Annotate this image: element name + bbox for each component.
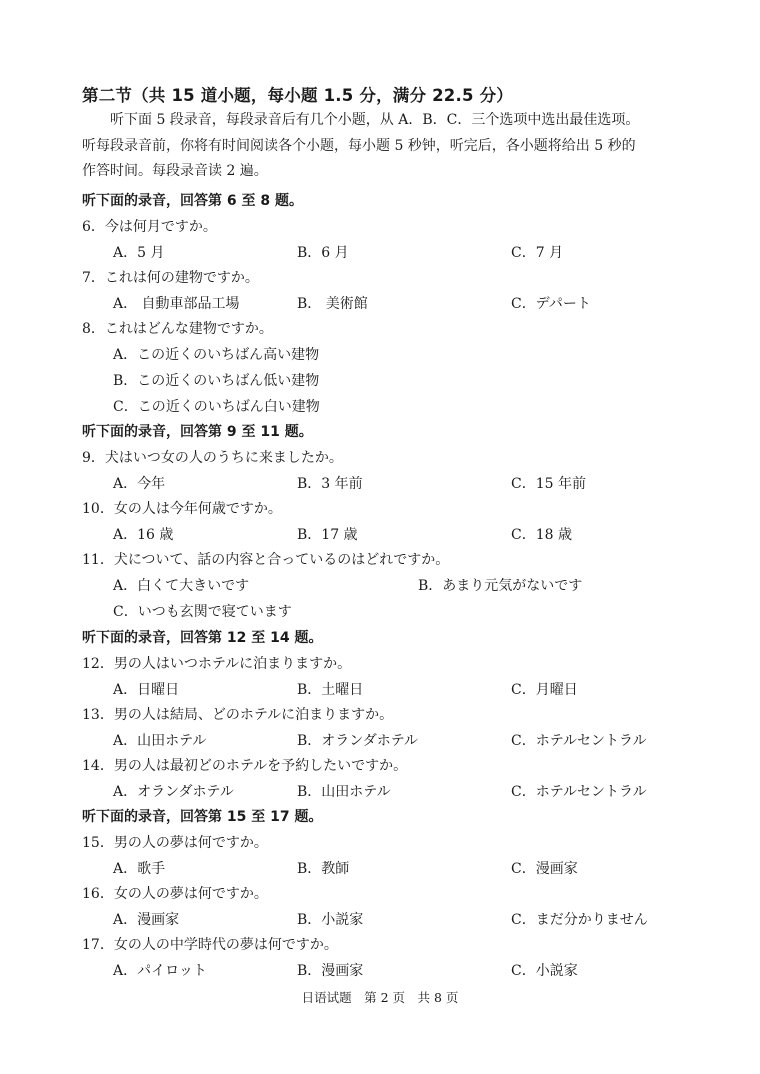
option-c: C．この近くのいちばん白い建物 [113,399,320,415]
option-a: A．歌手 [113,861,166,877]
option-a: A．5 月 [113,245,165,261]
option-c: C．漫画家 [511,861,578,877]
section-title: 第二节（共 15 道小题，每小题 1.5 分，满分 22.5 分） [82,86,513,105]
instruction-line: 听每段录音前，你将有时间阅读各个小题，每小题 5 秒钟，听完后，各小题将给出 5 秒的 [82,137,636,154]
group-heading: 听下面的录音，回答第 9 至 11 题。 [82,424,313,440]
option-a: A．16 歳 [113,527,174,543]
option-a: A．白くて大きいです [113,578,250,594]
option-b: B．17 歳 [297,527,358,543]
group-heading: 听下面的录音，回答第 12 至 14 题。 [82,630,323,646]
question-text: 6．今は何月ですか。 [82,219,217,235]
option-a: A．山田ホテル [113,733,207,749]
option-c: C．ホテルセントラル [511,733,647,749]
group-heading: 听下面的录音，回答第 15 至 17 题。 [82,809,323,825]
question-text: 13．男の人は結局、どのホテルに泊まりますか。 [82,707,394,723]
option-b: B．漫画家 [297,963,364,979]
question-text: 9．犬はいつ女の人のうちに来ましたか。 [82,450,343,466]
question-text: 12．男の人はいつホテルに泊まりますか。 [82,656,352,672]
option-b: B．小説家 [297,912,364,928]
question-text: 8．これはどんな建物ですか。 [82,321,273,337]
option-b: B．土曜日 [297,682,364,698]
option-a: A． 自動車部品工場 [113,296,240,312]
option-c: C．小説家 [511,963,578,979]
option-b: B．3 年前 [297,476,363,492]
option-c: C．ホテルセントラル [511,784,647,800]
question-text: 10．女の人は今年何歳ですか。 [82,501,282,517]
question-text: 17．女の人の中学時代の夢は何ですか。 [82,937,338,953]
question-text: 14．男の人は最初どのホテルを予約したいですか。 [82,758,408,774]
option-c: C．18 歳 [511,527,572,543]
group-heading: 听下面的录音，回答第 6 至 8 题。 [82,193,303,209]
question-text: 16．女の人の夢は何ですか。 [82,886,268,902]
option-b: B．教師 [297,861,350,877]
option-b: B．6 月 [297,245,349,261]
option-a: A．パイロット [113,963,207,979]
option-a: A．日曜日 [113,682,180,698]
page-footer: 日语试题 第 2 页 共 8 页 [301,990,459,1005]
option-b: B．山田ホテル [297,784,391,800]
option-a: A．オランダホテル [113,784,234,800]
section-instructions [82,108,682,185]
option-c: C．まだ分かりません [511,912,648,928]
option-c: C．月曜日 [511,682,578,698]
option-a: A．今年 [113,476,166,492]
option-c: C．7 月 [511,245,564,261]
option-b: B． 美術館 [297,296,368,312]
option-b: B．この近くのいちばん低い建物 [113,373,320,389]
option-a: A．漫画家 [113,912,180,928]
option-c: C．いつも玄関で寝ています [113,604,292,620]
instruction-line: 听下面 5 段录音，每段录音后有几个小题，从 A．B．C．三个选项中选出最佳选项。 [82,112,640,128]
question-text: 7．これは何の建物ですか。 [82,270,259,286]
option-b: B．あまり元気がないです [418,578,583,594]
option-c: C．15 年前 [511,476,586,492]
option-a: A．この近くのいちばん高い建物 [113,347,320,363]
option-b: B．オランダホテル [297,733,419,749]
question-text: 11．犬について、話の内容と合っているのはどれですか。 [82,552,450,568]
question-text: 15．男の人の夢は何ですか。 [82,835,268,851]
instruction-line: 作答时间。每段录音读 2 遍。 [82,163,268,179]
option-c: C．デパート [511,296,591,312]
